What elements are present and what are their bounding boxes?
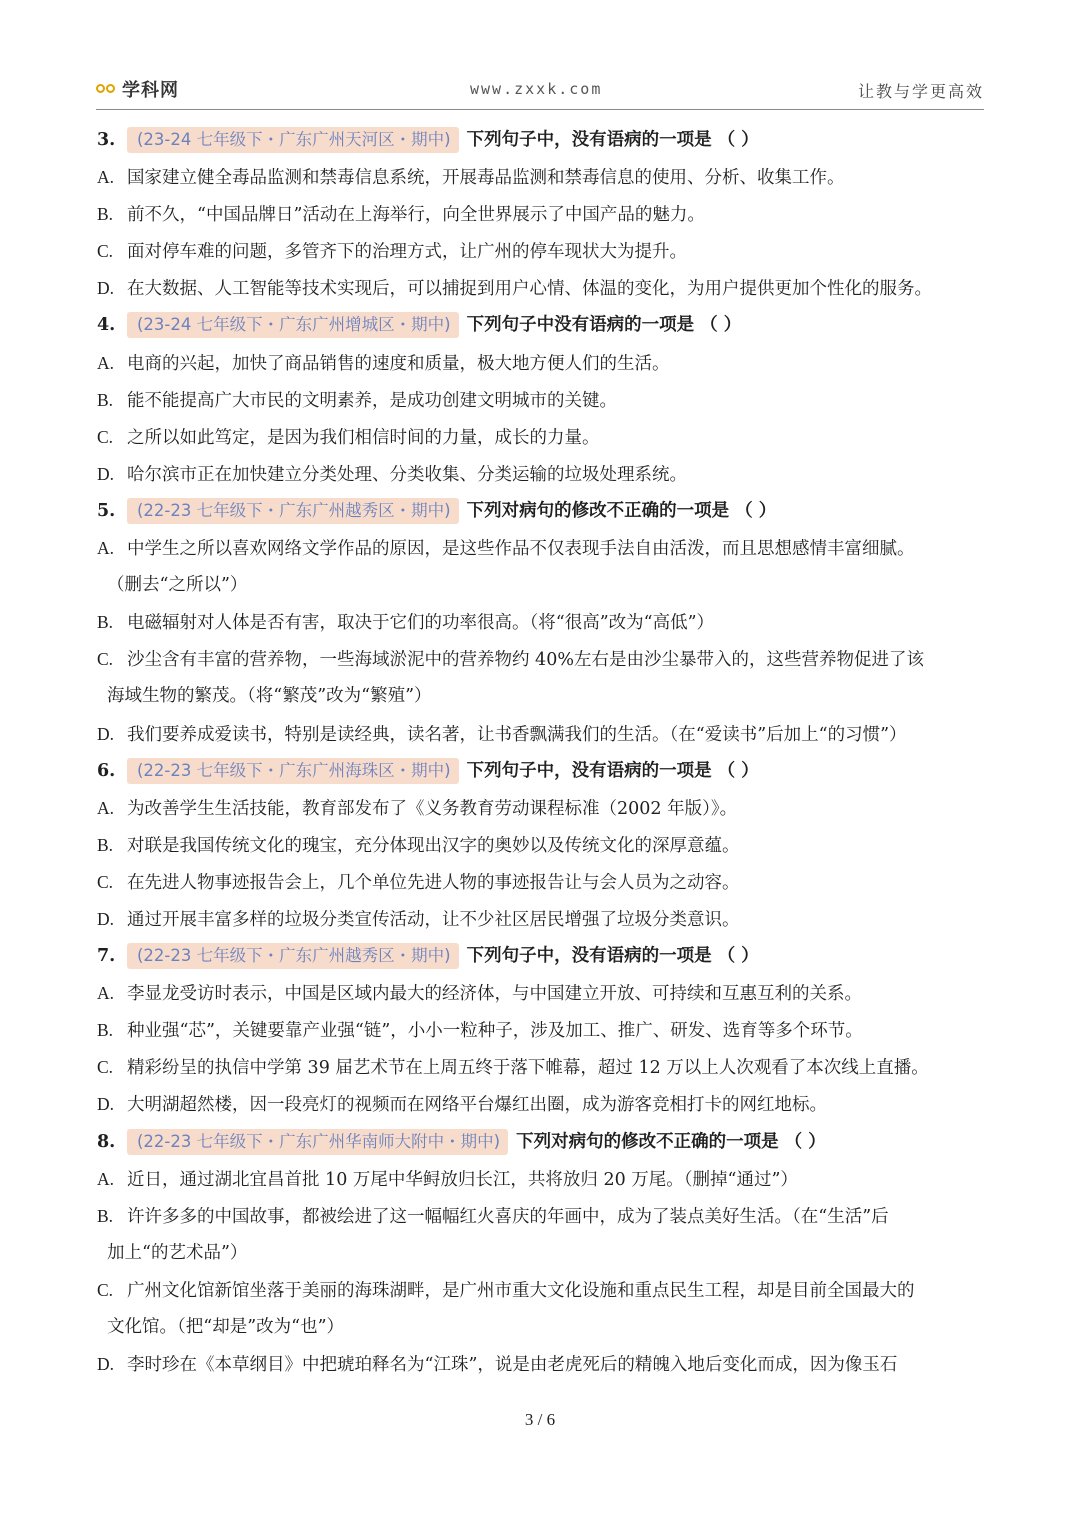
option-line — [97, 456, 987, 493]
option-text: 之所以如此笃定，是因为我们相信时间的力量，成长的力量。 — [127, 427, 600, 448]
option-label: A. — [97, 352, 115, 373]
question-stem: 下列句子中没有语病的一项是 （ ） — [466, 315, 742, 336]
option-label: B. — [97, 1020, 114, 1041]
logo-text: 学科网 — [122, 80, 179, 101]
option-line — [97, 159, 987, 196]
option-text: 沙尘含有丰富的营养物，一些海域淤泥中的营养物约 40%左右是由沙尘暴带入的，这些营养物促进了该 — [127, 650, 924, 671]
option-line — [97, 1086, 987, 1123]
slogan: 让教与学更高效 — [857, 82, 984, 101]
question-stem-line — [97, 938, 987, 975]
source-tag: (23-24 七年级下・广东广州增城区・期中) — [127, 312, 459, 338]
option-line — [97, 678, 987, 715]
option-label: C. — [97, 1057, 114, 1078]
question-stem: 下列句子中，没有语病的一项是 （ ） — [466, 760, 759, 781]
option-label: C. — [97, 871, 114, 892]
question-stem-line — [97, 1124, 987, 1161]
option-line — [97, 1309, 987, 1346]
option-label: B. — [97, 612, 114, 633]
option-label: B. — [97, 204, 114, 225]
option-line — [97, 382, 987, 419]
option-line — [97, 827, 987, 864]
source-tag: (22-23 七年级下・广东广州海珠区・期中) — [127, 758, 459, 784]
option-text: 哈尔滨市正在加快建立分类处理、分类收集、分类运输的垃圾处理系统。 — [127, 464, 687, 485]
option-label: A. — [97, 538, 115, 559]
option-line — [97, 1198, 987, 1235]
option-line — [97, 233, 987, 270]
option-text: 电磁辐射对人体是否有害，取决于它们的功率很高。（将“很高”改为“高低”） — [127, 613, 715, 634]
option-line — [97, 1012, 987, 1049]
option-label: A. — [97, 983, 115, 1004]
option-text: 广州文化馆新馆坐落于美丽的海珠湖畔，是广州市重大文化设施和重点民生工程，却是目前全国最大的 — [127, 1280, 915, 1301]
option-text: 种业强“芯”，关键要靠产业强“链”，小小一粒种子，涉及加工、推广、研发、选育等多个环节。 — [127, 1021, 863, 1042]
option-line — [97, 641, 987, 678]
option-label: C. — [97, 426, 114, 447]
option-label: D. — [97, 908, 115, 929]
option-text: （删去“之所以”） — [107, 575, 248, 596]
option-label: C. — [97, 649, 114, 670]
option-text: 在先进人物事迹报告会上，几个单位先进人物的事迹报告让与会人员为之动容。 — [127, 872, 740, 893]
option-text: 前不久，“中国品牌日”活动在上海举行，向全世界展示了中国产品的魅力。 — [127, 205, 705, 226]
option-text: 精彩纷呈的执信中学第 39 届艺术节在上周五终于落下帷幕，超过 12 万以上人次观看了本次线上直播。 — [127, 1058, 929, 1079]
question-stem-line — [97, 307, 987, 344]
option-text: 大明湖超然楼，因一段亮灯的视频而在网络平台爆红出圈，成为游客竞相打卡的网红地标。 — [127, 1095, 827, 1116]
question-number: 8. — [97, 1131, 116, 1152]
option-text: 文化馆。（把“却是”改为“也”） — [107, 1317, 345, 1337]
question-number: 3. — [97, 130, 116, 150]
option-label: B. — [97, 389, 114, 410]
option-text: 加上“的艺术品”） — [107, 1242, 248, 1263]
option-line — [97, 716, 987, 753]
option-label: D. — [97, 1354, 115, 1375]
question-stem: 下列对病句的修改不正确的一项是 （ ） — [516, 1131, 826, 1152]
option-text: 为改善学生生活技能，教育部发布了《义务教育劳动课程标准（2002 年版）》。 — [127, 798, 738, 819]
option-line — [97, 419, 987, 456]
page-number: 3 / 6 — [524, 1410, 556, 1429]
question-stem: 下列句子中，没有语病的一项是 （ ） — [466, 130, 759, 150]
option-text: 李时珍在《本草纲目》中把琥珀释名为“江珠”，说是由老虎死后的精魄入地后变化而成，因为像玉石 — [127, 1355, 898, 1376]
option-label: D. — [97, 1094, 115, 1115]
question-number: 6. — [97, 760, 116, 781]
option-label: A. — [97, 1168, 115, 1189]
option-label: D. — [97, 463, 115, 484]
option-text: 近日，通过湖北宜昌首批 10 万尾中华鲟放归长江，共将放归 20 万尾。（删掉“通过”） — [127, 1169, 798, 1190]
option-line — [97, 567, 987, 604]
option-text: 中学生之所以喜欢网络文学作品的原因，是这些作品不仅表现手法自由活泼，而且思想感情丰富细腻。 — [127, 539, 915, 560]
owl-logo-icon — [96, 80, 118, 98]
option-label: D. — [97, 278, 115, 299]
source-tag: (23-24 七年级下・广东广州天河区・期中) — [127, 127, 459, 153]
option-text: 我们要养成爱读书，特别是读经典，读名著，让书香飘满我们的生活。（在“爱读书”后加上“的习惯”） — [127, 724, 907, 745]
option-label: B. — [97, 1205, 114, 1226]
question-number: 4. — [97, 315, 116, 336]
option-line — [97, 790, 987, 827]
option-line — [97, 1049, 987, 1086]
source-tag: (22-23 七年级下・广东广州华南师大附中・期中) — [127, 1129, 508, 1155]
question-stem-line — [97, 493, 987, 530]
option-line — [97, 1272, 987, 1309]
header-divider — [96, 109, 984, 110]
option-line — [97, 864, 987, 901]
option-line — [97, 975, 987, 1012]
question-list — [97, 122, 987, 1383]
option-text: 国家建立健全毒品监测和禁毒信息系统，开展毒品监测和禁毒信息的使用、分析、收集工作。 — [127, 168, 845, 189]
option-text: 李显龙受访时表示，中国是区域内最大的经济体，与中国建立开放、可持续和互惠互利的关系。 — [127, 984, 862, 1005]
option-line — [97, 1346, 987, 1383]
option-text: 电商的兴起，加快了商品销售的速度和质量，极大地方便人们的生活。 — [127, 353, 670, 374]
option-line — [97, 1235, 987, 1272]
option-line — [97, 1161, 987, 1198]
option-label: C. — [97, 241, 114, 262]
option-line — [97, 345, 987, 382]
option-line — [97, 530, 987, 567]
source-tag: (22-23 七年级下・广东广州越秀区・期中) — [127, 498, 459, 524]
question-stem: 下列对病句的修改不正确的一项是 （ ） — [466, 500, 777, 521]
option-text: 面对停车难的问题，多管齐下的治理方式，让广州的停车现状大为提升。 — [127, 242, 687, 263]
option-text: 海域生物的繁茂。（将“繁茂”改为“繁殖”） — [107, 686, 432, 707]
option-text: 对联是我国传统文化的瑰宝，充分体现出汉字的奥妙以及传统文化的深厚意蕴。 — [127, 835, 740, 856]
option-line — [97, 604, 987, 641]
option-label: C. — [97, 1279, 114, 1300]
question-number: 5. — [97, 500, 116, 521]
option-line — [97, 270, 987, 307]
option-line — [97, 901, 987, 938]
logo — [96, 76, 179, 102]
question-number: 7. — [97, 946, 116, 967]
option-text: 通过开展丰富多样的垃圾分类宣传活动，让不少社区居民增强了垃圾分类意识。 — [127, 909, 740, 930]
option-text: 在大数据、人工智能等技术实现后，可以捕捉到用户心情、体温的变化，为用户提供更加个性化的服务。 — [127, 279, 932, 300]
option-label: D. — [97, 723, 115, 744]
option-label: B. — [97, 834, 114, 855]
option-line — [97, 196, 987, 233]
question-stem-line — [97, 122, 987, 159]
question-stem-line — [97, 753, 987, 790]
site-url: www.zxxk.com — [470, 80, 603, 98]
option-label: A. — [97, 797, 115, 818]
source-tag: (22-23 七年级下・广东广州越秀区・期中) — [127, 943, 459, 969]
page-header — [96, 74, 984, 108]
option-label: A. — [97, 167, 115, 188]
option-text: 能不能提高广大市民的文明素养，是成功创建文明城市的关键。 — [127, 390, 617, 411]
option-text: 许许多多的中国故事，都被绘进了这一幅幅红火喜庆的年画中，成为了装点美好生活。（在“生活”后 — [127, 1206, 889, 1227]
question-stem: 下列句子中，没有语病的一项是 （ ） — [466, 946, 759, 967]
